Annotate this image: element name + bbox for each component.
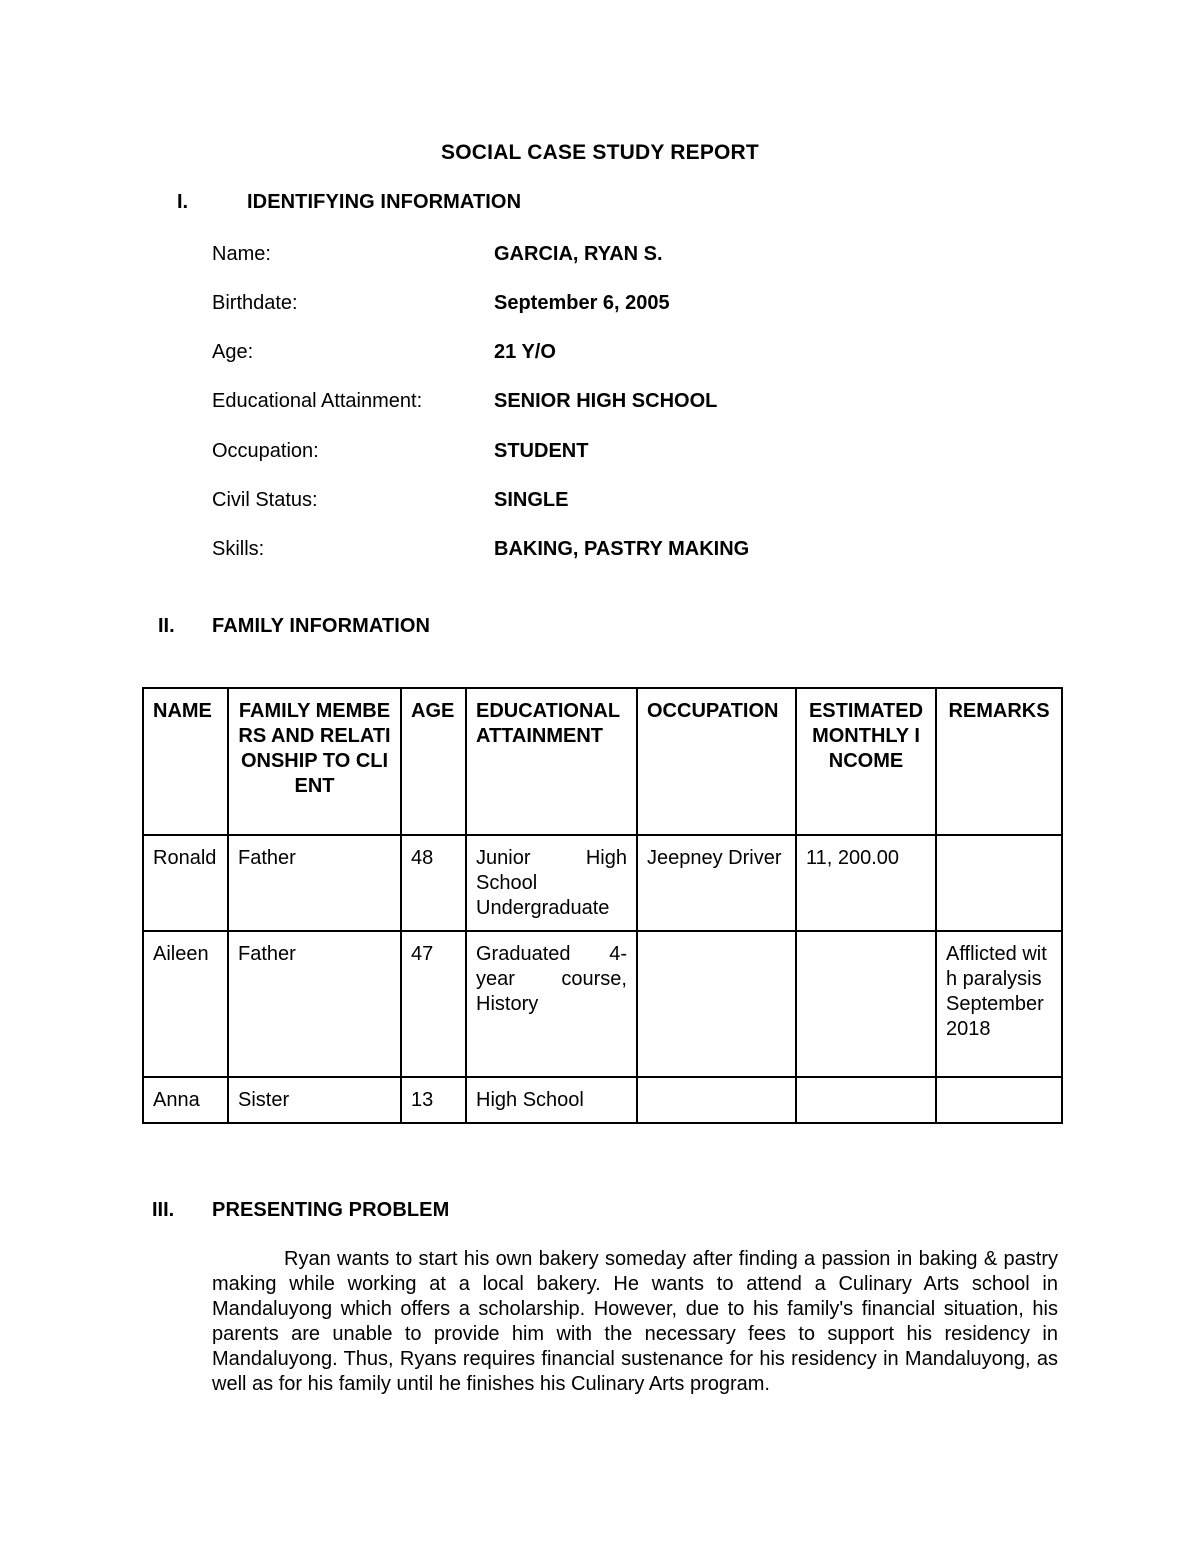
cell-relationship: Sister [228,1077,401,1123]
cell-occupation: Jeepney Driver [637,835,796,931]
info-label: Civil Status: [212,489,318,511]
info-row-name [0,243,1200,269]
cell-income: 11, 200.00 [796,835,936,931]
section-2-number: II. [158,615,175,637]
cell-relationship: Father [228,835,401,931]
info-value: STUDENT [494,440,589,462]
info-label: Occupation: [212,440,319,462]
section-1-number: I. [177,191,189,213]
cell-occupation [637,1077,796,1123]
info-row-skills [0,538,1200,564]
info-row-civil-status [0,489,1200,515]
info-label: Age: [212,341,254,363]
info-row-occupation [0,440,1200,466]
cell-age: 48 [401,835,466,931]
header-occupation: OCCUPATION [637,688,796,835]
cell-occupation [637,931,796,1077]
cell-age: 13 [401,1077,466,1123]
cell-name: Aileen [143,931,228,1077]
info-value: SINGLE [494,489,569,511]
info-label: Name: [212,243,271,265]
cell-remarks [936,1077,1062,1123]
header-age: AGE [401,688,466,835]
table-row [143,835,1062,931]
cell-education: Graduated 4-year course, History [466,931,637,1077]
info-label: Birthdate: [212,292,298,314]
header-name: NAME [143,688,228,835]
section-1-title: IDENTIFYING INFORMATION [247,191,522,213]
table-row [143,1077,1062,1123]
info-value: SENIOR HIGH SCHOOL [494,390,718,412]
cell-remarks [936,835,1062,931]
section-2-title: FAMILY INFORMATION [212,615,431,637]
cell-income [796,931,936,1077]
cell-name: Ronald [143,835,228,931]
cell-remarks: Afflicted with paralysis September 2018 [936,931,1062,1077]
info-row-birthdate [0,292,1200,318]
info-label: Skills: [212,538,265,560]
cell-relationship: Father [228,931,401,1077]
header-relationship: FAMILY MEMBERS AND RELATIONSHIP TO CLIENT [228,688,401,835]
header-education: EDUCATIONAL ATTAINMENT [466,688,637,835]
table-header-row [143,688,1062,835]
header-income: ESTIMATED MONTHLY INCOME [796,688,936,835]
info-value: GARCIA, RYAN S. [494,243,663,265]
info-label: Educational Attainment: [212,390,423,412]
section-3-number: III. [152,1199,175,1221]
section-3-title: PRESENTING PROBLEM [212,1199,450,1221]
report-title: SOCIAL CASE STUDY REPORT [441,141,759,164]
family-table [142,687,1063,1124]
presenting-problem-paragraph: Ryan wants to start his own bakery someday after finding a passion in baking & pastry making while working at a local bakery. He wants to attend a Culinary Arts school in Mandaluyong which offers a scholarship. However, due to his family's financial situation, his parents are unable to provide him with the necessary fees to support his residency in Mandaluyong. Thus, Ryans requires financial sustenance for his residency in Mandaluyong, as well as for his family until he finishes his Culinary Arts program. [212,1248,1058,1395]
table-row [143,931,1062,1077]
info-value: BAKING, PASTRY MAKING [494,538,750,560]
info-value: 21 Y/O [494,341,556,363]
cell-name: Anna [143,1077,228,1123]
cell-education: Junior High School Undergraduate [466,835,637,931]
cell-education: High School [466,1077,637,1123]
cell-age: 47 [401,931,466,1077]
info-row-education [0,390,1200,416]
info-value: September 6, 2005 [494,292,670,314]
header-remarks: REMARKS [936,688,1062,835]
cell-income [796,1077,936,1123]
info-row-age [0,341,1200,367]
